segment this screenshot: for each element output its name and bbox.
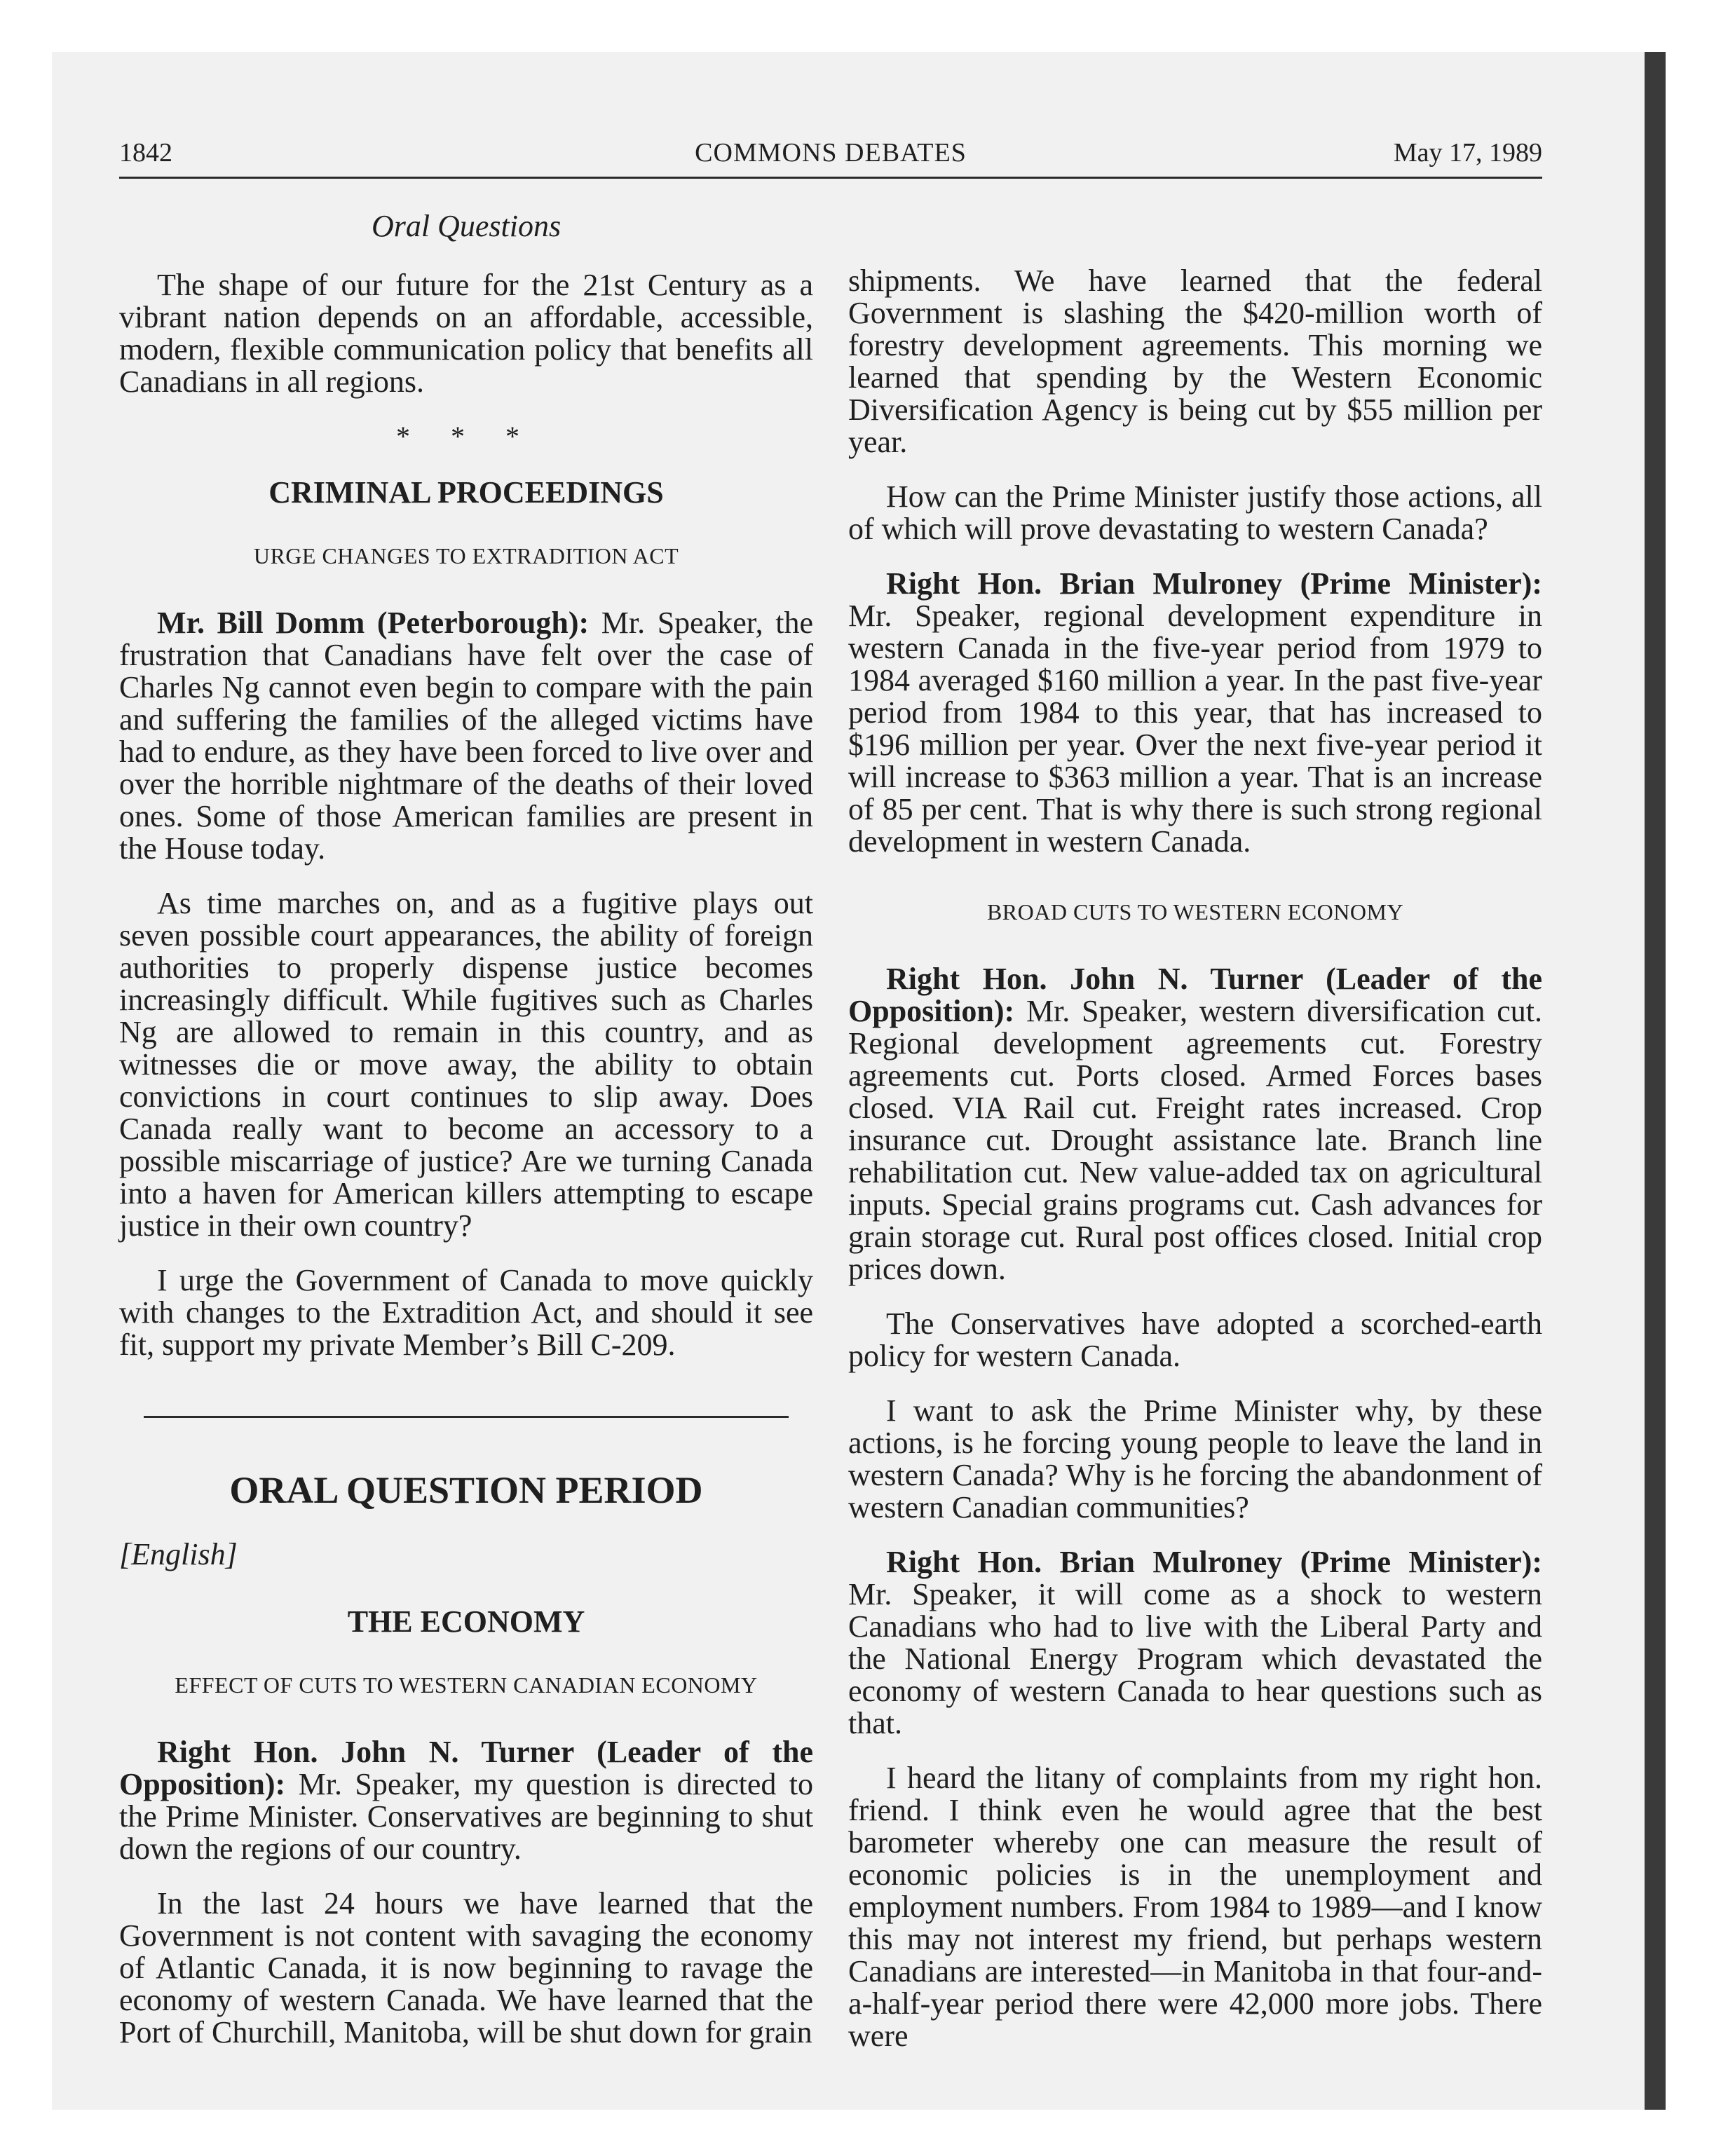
speech-text: Mr. Speaker, the frustration that Canadians have felt over the case of Charles Ng cannot even begin to compare with the pain and suffering the families of the alleged victims have had to endure, as they have been forced to live over and over the horrible nightmare of the deaths of their loved ones. Some of those American families are present in the House today. xyxy=(119,606,813,866)
speaker-name: Right Hon. John N. Turner (Leader of the Opposition): xyxy=(119,1735,813,1801)
paragraph: In the last 24 hours we have learned that the Government is not content with savaging the economy of Atlantic Canada, it is now beginning to ravage the economy of western Canada. We have learned that the Port of Churchill, Manitoba, will be shut down for grain xyxy=(119,1886,813,2049)
subheading-western-cuts: EFFECT OF CUTS TO WESTERN CANADIAN ECONOMY xyxy=(175,1672,758,1698)
paragraph xyxy=(119,607,813,865)
header-rule xyxy=(119,177,1542,179)
paragraph xyxy=(848,568,1542,858)
paragraph: The Conservatives have adopted a scorched-earth policy for western Canada. xyxy=(848,1306,1542,1373)
section-label: Oral Questions xyxy=(371,209,562,243)
paragraph: I urge the Government of Canada to move quickly with changes to the Extradition Act, and should it see fit, support my private Member’s Bill C-209. xyxy=(119,1263,813,1362)
speaker-name: Mr. Bill Domm (Peterborough): xyxy=(157,606,590,640)
heading-the-economy: THE ECONOMY xyxy=(347,1604,585,1639)
right-column xyxy=(848,265,1542,2075)
page-number: 1842 xyxy=(119,138,172,168)
speaker-name: Right Hon. Brian Mulroney (Prime Minister): xyxy=(886,1545,1542,1579)
paragraph: As time marches on, and as a fugitive plays out seven possible court appearances, the ability of foreign authorities to properly dispense justice becomes increasingly difficult. While fugitives such as Charles Ng are allowed to remain in this country, and as witnesses die or move away, the ability to obtain convictions in court continues to slip away. Does Canada really want to become an accessory to a possible miscarriage of justice? Are we turning Canada into a haven for American killers attempting to escape justice in their own country? xyxy=(119,886,813,1243)
publication-title: COMMONS DEBATES xyxy=(695,138,967,168)
left-column xyxy=(119,210,813,2071)
paragraph: I want to ask the Prime Minister why, by these actions, is he forcing young people to leave the land in western Canada? Why is he forcing the abandonment of western Canadian communities? xyxy=(848,1393,1542,1524)
publication-date: May 17, 1989 xyxy=(1393,138,1542,168)
subheading-broad-cuts: BROAD CUTS TO WESTERN ECONOMY xyxy=(986,899,1404,925)
speech-text: Mr. Speaker, it will come as a shock to western Canadians who had to live with the Liberal Party and the National Energy Program which devastated the economy of western Canada to hear questions such as that. xyxy=(848,1577,1542,1740)
speaker-name: Right Hon. Brian Mulroney (Prime Minister): xyxy=(886,566,1542,601)
scan-edge-shadow xyxy=(1645,52,1666,2110)
paragraph xyxy=(119,1736,813,1865)
language-marker: [English] xyxy=(119,1537,238,1571)
heading-oral-question-period: ORAL QUESTION PERIOD xyxy=(229,1469,703,1511)
heading-criminal-proceedings: CRIMINAL PROCEEDINGS xyxy=(268,475,664,510)
page-header xyxy=(119,137,1542,179)
paragraph: shipments. We have learned that the federal Government is slashing the $420-million worth of forestry development agreements. This morning we learned that spending by the Western Economic Diversification Agency is being cut by $55 million per year. xyxy=(848,264,1542,459)
speaker-name: Right Hon. John N. Turner (Leader of the Opposition): xyxy=(848,962,1542,1028)
section-divider xyxy=(144,1416,789,1418)
subheading-extradition: URGE CHANGES TO EXTRADITION ACT xyxy=(253,543,679,568)
paragraph xyxy=(848,1546,1542,1740)
paragraph xyxy=(848,963,1542,1285)
paragraph: I heard the litany of complaints from my right hon. friend. I think even he would agree that the best barometer whereby one can measure the result of economic policies is in the unemployment and employment numbers. From 1984 to 1989—and I know this may not interest my friend, but perhaps western Canadians are interested—in Manitoba in that four-and-a-half-year period there were 42,000 more jobs. There were xyxy=(848,1761,1542,2053)
speech-text: Mr. Speaker, western diversification cut. Regional development agreements cut. Forestry agreements cut. Ports closed. Armed Forces bases closed. VIA Rail cut. Freight rates increased. Crop insurance cut. Drought assistance late. Branch line rehabilitation cut. New value-added tax on agricultural inputs. Special grains programs cut. Cash advances for grain storage cut. Rural post offices closed. Initial crop prices down. xyxy=(848,994,1542,1286)
speech-text: Mr. Speaker, regional development expenditure in western Canada in the five-year period from 1979 to 1984 averaged $160 million a year. In the past five-year period from 1984 to this year, that has increased to $196 million per year. Over the next five-year period it will increase to $363 million a year. That is an increase of 85 per cent. That is why there is such strong regional development in western Canada. xyxy=(848,599,1542,859)
speech-text: Mr. Speaker, my question is directed to the Prime Minister. Conservatives are beginning to shut down the regions of our country. xyxy=(119,1767,813,1866)
paragraph: How can the Prime Minister justify those actions, all of which will prove devastating to western Canada? xyxy=(848,479,1542,546)
section-separator: * * * xyxy=(396,421,536,452)
paragraph: The shape of our future for the 21st Century as a vibrant nation depends on an affordable, accessible, modern, flexible communication policy that benefits all Canadians in all regions. xyxy=(119,268,813,399)
